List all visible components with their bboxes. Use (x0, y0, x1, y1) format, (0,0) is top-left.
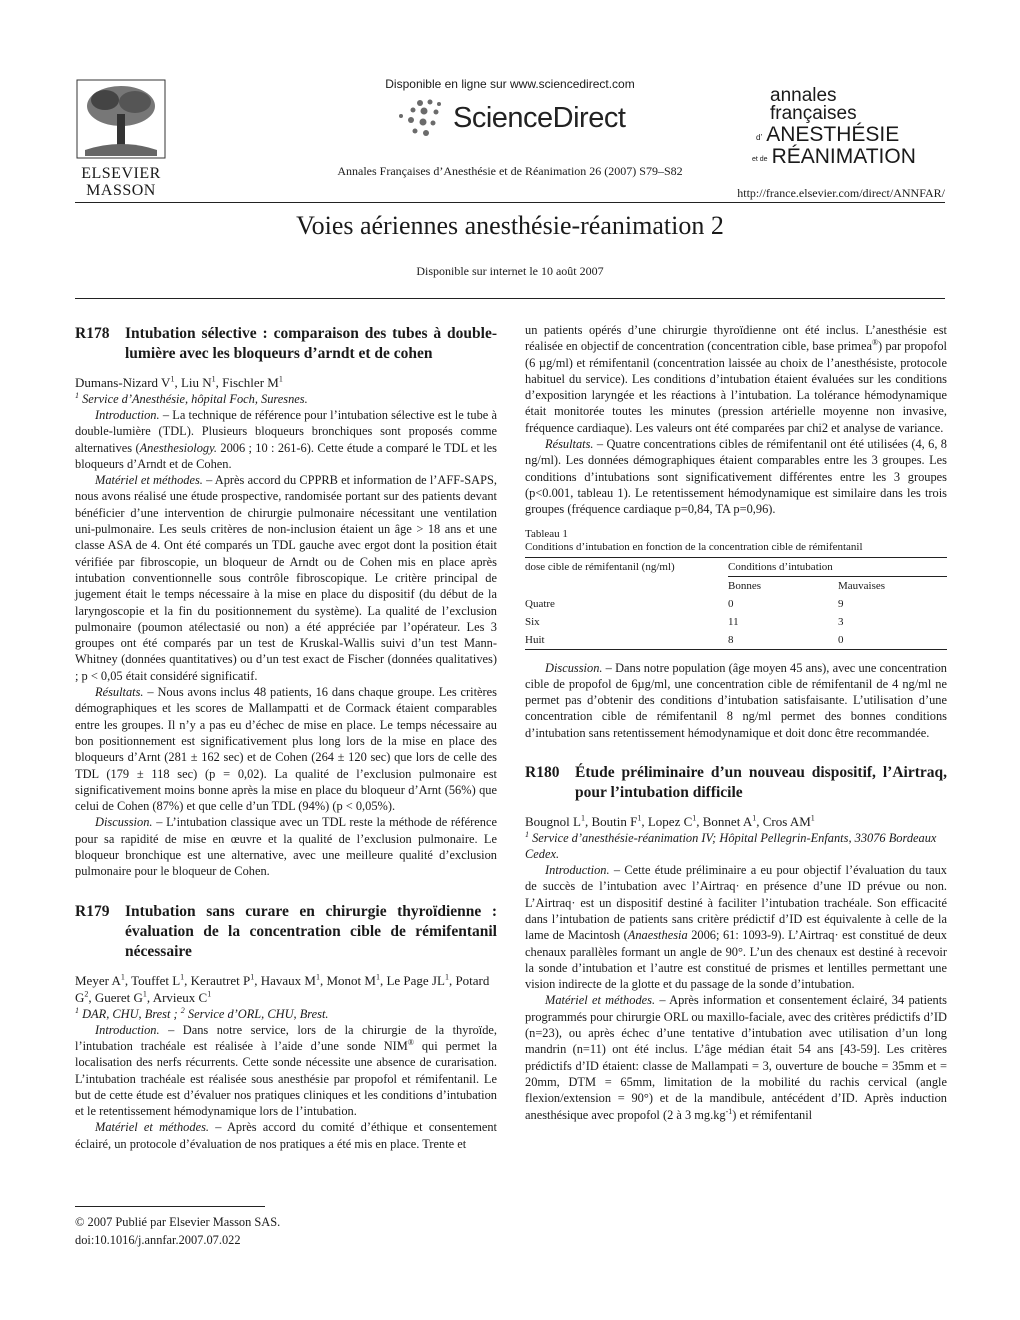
table-header-row (525, 558, 947, 576)
author-sup: 1 (444, 972, 449, 982)
paragraph-text: – Après information et consentement éclairé, 34 patients programmés pour chirurgie ORL ou maxillo-faciale, avec des critères prédictifs d’ID (n=23), ou après échec d’une tentative d’intubation avec utilisation d’un long mandrin (n=11) ont été inclus. L’âge médian était 54 ans [43-59]. Les critères prédictifs d’ID étaient: classe de Mallampati = 3, ouverture de bouche = 35mm et = 20mm, DTM = 65mm, limitation de la mobilité du rachis cervical (angle flexion/extension = 90°) et de la mandibule, antécédent d’ID. Après induction anesthésique avec propofol (2 à 3 mg.kg (525, 993, 947, 1122)
table-cell: 11 (728, 615, 739, 628)
r178-affiliation: $^1$ Service d’Anesthésie, hôpital Foch, Suresnes. (75, 390, 308, 406)
r179-introduction: Introduction. – Dans notre service, lors de la chirurgie de la thyroïde, l’intubation trachéale est réalisée à l’aide d’une sonde NIM® qui permet la localisation des nerfs récurrents. Cette sonde nécessite une absence de curarisation. L’intubation trachéale est réalisée sous anesthésie par propofol et rémifentanil. Le but de cette étude est d’évaluer nos pratiques cliniques et les conditions d’intubation et le retentissement hémodynamique lors de l’intubation. (75, 1022, 497, 1119)
r178-title: Intubation sélective : comparaison des tubes à double-lumière avec les bloqueurs d’arndt et de cohen (125, 325, 497, 362)
journal-logo-small-d: d’ (756, 132, 763, 142)
author: Lopez C (647, 814, 693, 830)
r178-heading (75, 324, 497, 364)
journal-logo-line3: ANESTHÉSIE (766, 123, 900, 146)
title-rule (75, 298, 945, 299)
footer-copyright: © 2007 Publié par Elsevier Masson SAS. (75, 1215, 281, 1229)
author-sup: 1 (180, 972, 185, 982)
available-date: Disponible sur internet le 10 août 2007 (416, 264, 604, 278)
author: Dumans-Nizard V (75, 375, 171, 390)
r178-introduction (75, 407, 497, 472)
elsevier-logo (75, 78, 167, 198)
footer-doi[interactable]: doi:10.1016/j.annfar.2007.07.022 (75, 1233, 241, 1247)
author: Havaux M (260, 972, 316, 988)
left-column (75, 324, 497, 1152)
paragraph-text: – Cette étude préliminaire a eu pour objectif l’évaluation du taux de succès de l’intubation avec l’Airtraq· en présence d’une ID prévue ou non. L’Airtraq· est un dispositif destiné à faciliter l’intubation trachéale. Son efficacité dans l’intubation de patients sans critère prédictif d’ID est équivalente à celle de la lame de Macintosh ( (525, 863, 947, 943)
paragraph-text: – Dans notre service, lors de la chirurgie de la thyroïde, l’intubation trachéale est réalisée à l’aide d’une sonde NIM (75, 1022, 497, 1053)
author: Fischler M (222, 375, 279, 390)
table-1 (525, 528, 947, 650)
author: Le Page JL (386, 972, 445, 988)
journal-logo-small-etde: et de (752, 155, 768, 163)
author-sup: 1 (207, 989, 212, 999)
author: Bougnol L (525, 814, 581, 830)
table-label: Tableau 1 (525, 527, 568, 540)
author: Potard G (75, 972, 490, 1005)
paragraph-text: – Quatre concentrations cibles de rémifentanil ont été utilisées (4, 6, 8 ng/ml). Les données démographiques étaient comparables entre les 3 groupes. Les conditions d’intubations sont significativement différentes entre les 3 groupes (p<0.001, tableau 1). Le retentissement hémodynamique est similaire dans les trois groupes (fréquence cardiaque p=0,84, TA p=0,96). (525, 437, 947, 517)
author-sup: 1 (375, 972, 380, 982)
r180-authors: Bougnol $L^1$, Boutin $F^1$, Lopez $C^1$, Bonnet $A^1$, Cros $AM^1$ (525, 813, 815, 830)
sciencedirect-dots-icon (393, 98, 447, 138)
paragraph-text: – Nous avons inclus 48 patients, 16 dans chaque groupe. Les critères démographiques et les scores de Mallampatti et de Cormack étaient comparables entre les groupes. Il n’y a pas eu d’échec de mise en place. Le temps nécessaire au bon positionnement est significativement plus long lors de la mise en place des bloqueurs d’Arnt (281 ± 162 sec) et de Cohen (264 ± 120 sec) que lors de celle des TDL (179 ± 118 sec) (p = 0,02). La qualité de l’exclusion pulmonaire est significativement moins bonne après la mise en place du bloqueur d’Arnt (56%) que celui de Cohen (87%) et que celle d’un TDL (94%) (p < 0,05%). (75, 685, 497, 814)
journal-logo-line4: RÉANIMATION (771, 145, 916, 168)
table-row (525, 631, 947, 649)
section-label: Résultats. (95, 685, 144, 700)
table-cell: 9 (838, 597, 844, 610)
paragraph-text: – La technique de référence pour l’intubation sélective est le tube à double-lumière (TDL). Plusieurs bloqueurs bronchiques sont proposés comme alternatives ( (75, 408, 497, 455)
paragraph-text: – L’intubation classique avec un TDL reste la méthode de référence pour sa rapidité de mise en œuvre et la qualité de l’exclusion pulmonaire. Le bloqueur bronchique est une alternative, avec une meilleure qualité d’exclusion pulmonaire pour le bloqueur de Cohen. (75, 815, 497, 879)
journal-ref: Anesthesiology. (139, 440, 218, 455)
page-title: Voies aériennes anesthésie-réanimation 2 (296, 211, 724, 240)
section-label: Matériel et méthodes. (545, 993, 656, 1008)
table-col-bonnes: Bonnes (728, 579, 761, 592)
paragraph-text: 2006 ; 10 : 261-6). Cette étude a comparé le TDL et les bloqueurs d’Arndt et de Cohen. (75, 440, 497, 471)
author: Bonnet A (702, 814, 753, 830)
r179-discussion (525, 660, 947, 741)
r180-affiliation: $^1$ Service d’anesthésie-réanimation IV; Hôpital Pellegrin-Enfants, 33076 Bordeaux Cedex. (525, 829, 937, 862)
author: Cros AM (762, 814, 811, 830)
r180-heading (525, 763, 947, 803)
author: Gueret G (94, 989, 143, 1005)
online-availability: Disponible en ligne sur www.sciencedirect.com (385, 77, 635, 91)
r180-methods: Matériel et méthodes. – Après information et consentement éclairé, 34 patients programmés pour chirurgie ORL ou maxillo-faciale, avec des critères prédictifs d’ID (n=23), ou après échec d’une tentative d’intubation avec utilisation d’un long mandrin (n=11) ont été inclus. L’âge médian était 54 ans [43-59]. Les critères prédictifs d’ID étaient: classe de Mallampati = 3, ouverture de bouche = 35mm et = 20mm, DTM = 65mm, limitation de la mobilité du rachis cervical (angle flexion/extension = 90°) et de la mandibule, antécédent d’ID. Après induction anesthésique avec propofol (2 à 3 $mg.kg^{-1}$) et rémifentanil (525, 993, 947, 1122)
r178-authors: Dumans-Nizard $V^1$, Liu $N^1$, Fischler $M^1$ (75, 374, 283, 390)
section-label: Introduction. (545, 863, 610, 878)
author-sup: 2 (84, 989, 89, 999)
r179-authors: Meyer $A^1$, Touffet $L^1$, Kerautret $P^1$, Havaux $M^1$, Monot $M^1$, Le Page $JL^1$, Potard $G^2$, Gueret $G^1$, Arvieux $C^1$ (75, 972, 490, 1005)
journal-ref: Anaesthesia (627, 928, 688, 943)
journal-logo-line1: annales (770, 85, 837, 106)
r179-affiliation: $^1$ DAR, CHU, Brest ; $^2$ Service d’ORL, CHU, Brest. (75, 1005, 329, 1021)
author: Arvieux C (152, 989, 208, 1005)
table-cell: Six (525, 615, 540, 628)
author-sup: 1 (120, 972, 125, 982)
publisher-line1: ELSEVIER (81, 165, 161, 182)
header-rule (75, 202, 945, 203)
sciencedirect-logo (393, 96, 633, 140)
r178-methods (75, 472, 497, 684)
r178-results (75, 684, 497, 814)
author: Monot M (326, 972, 376, 988)
right-column (525, 322, 947, 1123)
journal-url[interactable]: http://france.elsevier.com/direct/ANNFAR/ (737, 186, 945, 200)
r178-number: R178 (75, 325, 110, 342)
section-label: Introduction. (95, 1022, 160, 1037)
author-sup: 1 (142, 989, 147, 999)
author: Touffet L (131, 972, 181, 988)
table-cell: 3 (838, 615, 844, 628)
paragraph-text: 2006; 61: 1093-9). L’Airtraq· est constitué de deux chenaux parallèles formant un angle de 90°. L’un des chenaux est destiné à recevoir la sonde d’intubation et l’autre est constitué de prismes et lentilles permettant une vision indirecte de la glotte et du passage de la sonde d’intubation. (525, 928, 947, 992)
paragraph-text: ) et rémifentanil (732, 1107, 813, 1122)
affil-text: Service d’anesthésie-réanimation IV; Hôpital Pellegrin-Enfants, 33076 Bordeaux Cedex. (525, 831, 937, 862)
table-cell: Huit (525, 633, 545, 646)
table-col-dose: dose cible de rémifentanil (ng/ml) (525, 560, 675, 573)
section-label: Introduction. (95, 408, 160, 422)
section-label: Discussion. (95, 815, 153, 830)
r179-title: Intubation sans curare en chirurgie thyroïdienne : évaluation de la concentration cible de rémifentanil nécessaire (125, 902, 497, 960)
table-cell: 8 (728, 633, 734, 646)
paragraph-text: – Après accord du CPPRB et information de l’AFF-SAPS, nous avons réalisé une étude prospective, randomisée portant sur des patients devant bénéficier d’une intervention de chirurgie pulmonaire nécessitant une ventilation uni-pulmonaire. Les seuls critères de non-inclusion étaient un âge > 18 ans et une classe ASA de 4. Ont été comparés un TDL gauche avec ergot dont la position était vérifiée par fibroscopie, un bloqueur de Arndt ou de Cohen mis en place après intubation conventionnelle sous contrôle fibroscopique. Le critère principal de jugement était le temps nécessaire à la mise en place du dispositif (du début de la laryngoscopie et la fin du positionnement du système). La qualité de l’exclusion pulmonaire (poumon atélectasié ou non) a été appréciée par l’opérateur. Les 3 groupes ont été comparés par un test de Kruskal-Wallis suivi d’un test Mann-Whitney (données quantitatives) ou d’un test exact de Fischer (données qualitatives) ; p < 0,05 était considéré significatif. (75, 473, 497, 683)
table-cell: 0 (728, 597, 734, 610)
r179-results (525, 436, 947, 517)
author-sup: 1 (250, 972, 255, 982)
section-label: Matériel et méthodes. (95, 473, 203, 488)
r178-discussion (75, 814, 497, 879)
journal-logo-line2: françaises (770, 103, 857, 124)
section-label: Discussion. (545, 660, 603, 675)
r180-number: R180 (525, 764, 560, 782)
section-label: Matériel et méthodes. (95, 1120, 209, 1135)
r179-heading (75, 902, 497, 962)
paragraph-text: – Après accord du comité d’éthique et consentement éclairé, un protocole d’évaluation de nos pratiques a été mis en place. Trente et (75, 1120, 497, 1151)
author: Boutin F (591, 814, 638, 830)
r179-methods-continued: un patients opérés d’une chirurgie thyroïdienne ont été inclus. L’anesthésie est réalisée en objectif de concentration (concentration cible, base primea®) par propofol (6 µg/ml) et rémifentanil (concentration laissée au choix de l’anesthésiste, protocole habituel du service). Les conditions d’intubation étaient évaluées sur les conditions d’exposition laryngée et les réactions à l’intubation. La tolérance hémodynamique était monitorée toutes les minutes (pression artérielle moyenne non invasive, fréquence cardiaque). Les valeurs ont été comparées par chi2 et analyse de variance. (525, 323, 947, 435)
table-row (525, 613, 947, 631)
footer-rule (75, 1206, 265, 1207)
author: Liu N (180, 375, 212, 390)
table-subheader-row (525, 577, 947, 595)
table-bottom-rule (525, 649, 947, 650)
table-caption: Conditions d’intubation en fonction de la concentration cible de rémifentanil (525, 540, 863, 553)
author-sup: 1 (315, 972, 320, 982)
table-col-mauvaises: Mauvaises (838, 579, 886, 592)
paragraph-text: – Dans notre population (âge moyen 45 ans), avec une concentration cible de propofol de 6µg/ml, une concentration cible de rémifentanil de 4 ng/ml ne permet pas d’obtenir des conditions d’intubation satisfaisante. L’utilisation d’une concentration cible de rémifentanil 8 ng/ml permet des bonnes conditions d’intubation sans retentissement hémodynamique et doit donc être recommandée. (525, 660, 947, 740)
r179-number: R179 (75, 902, 110, 920)
table-col-group: Conditions d’intubation (728, 560, 833, 573)
paragraph-text: qui permet la localisation des nerfs récurrents. Cette sonde nécessite une absence de curarisation. L’intubation trachéale est réalisée sous anesthésie par propofol et rémifentanil. Le but de cette étude est d’évaluer nos pratiques cliniques et les conditions d’intubation et le retentissement hémodynamique lors de l’intubation. (75, 1038, 497, 1119)
r180-title: Étude préliminaire d’un nouveau dispositif, l’Airtraq, pour l’intubation difficile (575, 764, 947, 802)
affil-text: Service d’Anesthésie, hôpital Foch, Suresnes. (82, 392, 308, 406)
r179-methods (75, 1119, 497, 1152)
author: Meyer A (75, 972, 121, 988)
journal-citation: Annales Françaises d’Anesthésie et de Réanimation 26 (2007) S79–S82 (337, 164, 683, 178)
publisher-line2: MASSON (86, 182, 156, 199)
tree-icon (75, 78, 167, 160)
r180-introduction (525, 862, 947, 992)
paragraph-text: un patients opérés d’une chirurgie thyroïdienne ont été inclus. L’anesthésie est réalisée en objectif de concentration (concentration cible, base primea (525, 323, 947, 354)
author: Kerautret P (190, 972, 251, 988)
table-cell: Quatre (525, 597, 555, 610)
table-row (525, 595, 947, 613)
affil-text: DAR, CHU, Brest ; (82, 1006, 178, 1021)
table-cell: 0 (838, 633, 844, 646)
section-label: Résultats. (545, 437, 594, 452)
sciencedirect-wordmark: ScienceDirect (453, 102, 626, 134)
journal-logo (752, 86, 947, 172)
affil-text: Service d’ORL, CHU, Brest. (187, 1006, 329, 1021)
paragraph-text: ) par propofol (6 µg/ml) et rémifentanil (concentration laissée au choix de l’anesthésiste, protocole habituel du service). Les conditions d’intubation étaient évaluées sur les conditions d’exposition laryngée et les réactions à l’intubation. La tolérance hémodynamique était monitorée toutes les minutes (pression artérielle moyenne non invasive, fréquence cardiaque). Les valeurs ont été comparées par chi2 et analyse de variance. (525, 339, 947, 435)
